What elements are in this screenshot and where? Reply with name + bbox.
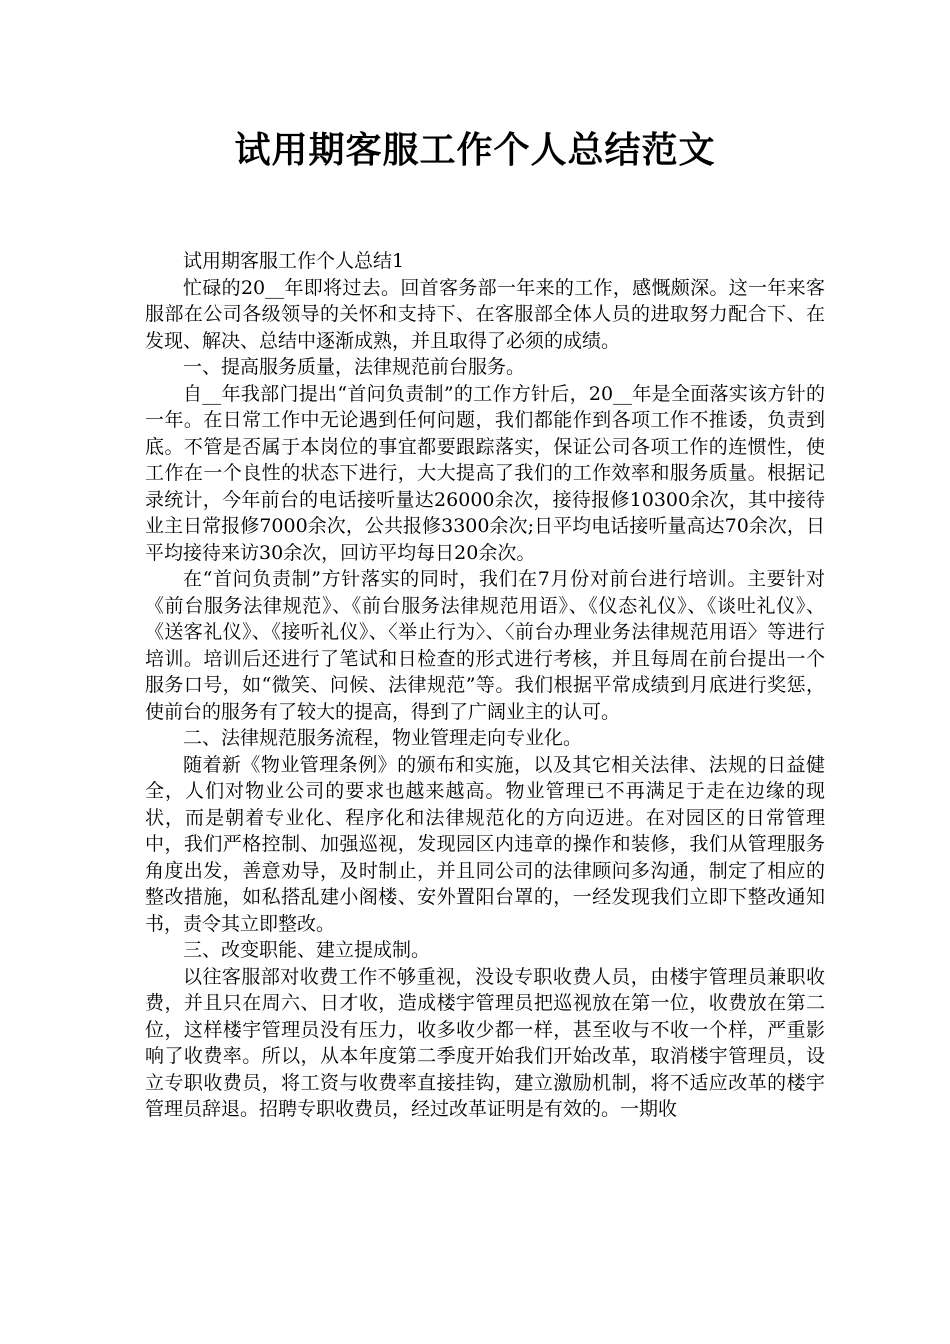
section-heading: 试用期客服工作个人总结1: [183, 250, 405, 272]
section-heading: 一、提高服务质量，法律规范前台服务。: [183, 356, 526, 378]
body-paragraph: 在“首问负责制”方针落实的同时，我们在7月份对前台进行培训。主要针对《前台服务法律规范》、《前台服务法律规范用语》、《仪态礼仪》、《谈吐礼仪》、《送客礼仪》、《接听礼仪》、〈举止行为〉、〈前台办理业务法律规范用语〉等进行培训。培训后还进行了笔试和日检查的形式进行考核，并且每周在前台提出一个服务口号，如“微笑、问候、法律规范”等。我们根据平常成绩到月底进行奖惩，使前台的服务有了较大的提高，得到了广阔业主的认可。: [145, 568, 825, 723]
body-paragraph: 以往客服部对收费工作不够重视，没设专职收费人员，由楼宇管理员兼职收费，并且只在周六、日才收，造成楼宇管理员把巡视放在第一位，收费放在第二位，这样楼宇管理员没有压力，收多收少都一样，甚至收与不收一个样，严重影响了收费率。所以，从本年度第二季度开始我们开始改革，取消楼宇管理员，设立专职收费员，将工资与收费率直接挂钩，建立激励机制，将不适应改革的楼宇管理员辞退。招聘专职收费员，经过改革证明是有效的。一期收: [145, 965, 825, 1120]
body-paragraph: 随着新《物业管理条例》的颁布和实施，以及其它相关法律、法规的日益健全，人们对物业公司的要求也越来越高。物业管理已不再满足于走在边缘的现状，而是朝着专业化、程序化和法律规范化的方向迈进。在对园区的日常管理中，我们严格控制、加强巡视，发现园区内违章的操作和装修，我们从管理服务角度出发，善意劝导，及时制止，并且同公司的法律顾问多沟通，制定了相应的整改措施，如私搭乱建小阁楼、安外置阳台罩的，一经发现我们立即下整改通知书，责令其立即整改。: [145, 753, 825, 935]
section-heading: 二、法律规范服务流程，物业管理走向专业化。: [183, 727, 583, 749]
body-paragraph: 忙碌的20__年即将过去。回首客务部一年来的工作，感慨颇深。这一年来客服部在公司各级领导的关怀和支持下、在客服部全体人员的进取努力配合下、在发现、解决、总结中逐渐成熟，并且取得了必须的成绩。: [145, 276, 825, 352]
document-title: 试用期客服工作个人总结范文: [234, 130, 716, 171]
body-paragraph: 自__年我部门提出“首问负责制”的工作方针后，20__年是全面落实该方针的一年。在日常工作中无论遇到任何问题，我们都能作到各项工作不推诿，负责到底。不管是否属于本岗位的事宜都要跟踪落实，保证公司各项工作的连惯性，使工作在一个良性的状态下进行，大大提高了我们的工作效率和服务质量。根据记录统计，今年前台的电话接听量达26000余次，接待报修10300余次，其中接待业主日常报修7000余次，公共报修3300余次;日平均电话接听量高达70余次，日平均接待来访30余次，回访平均每日20余次。: [145, 382, 825, 564]
document-body: [145, 248, 825, 1123]
section-heading: 三、改变职能、建立提成制。: [183, 939, 431, 961]
